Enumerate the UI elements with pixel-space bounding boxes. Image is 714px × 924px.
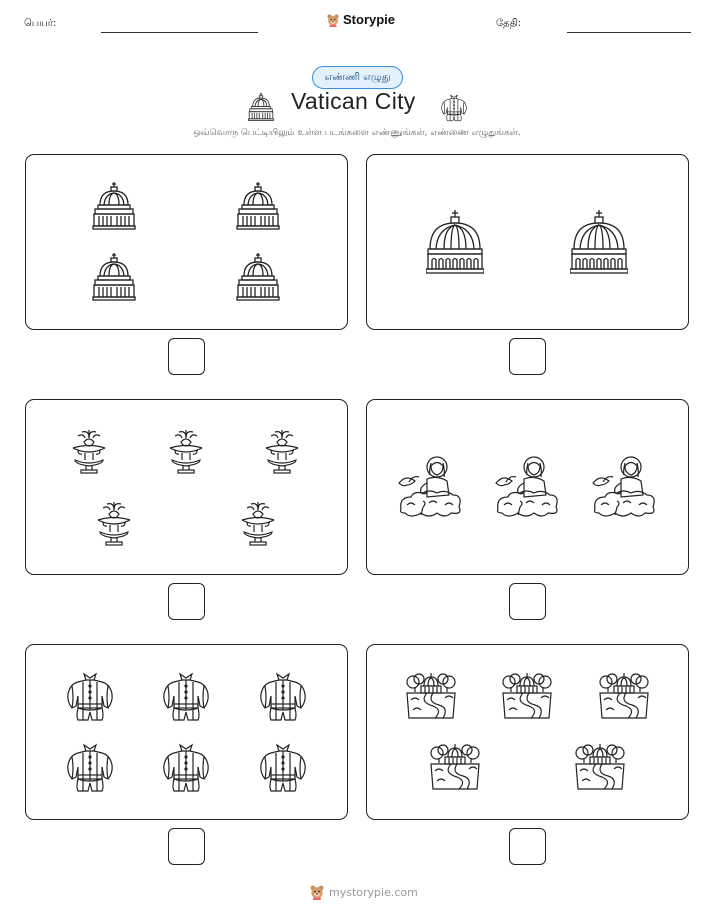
swiss-guard-uniform-icon [257, 741, 309, 795]
vatican-garden-icon [429, 743, 481, 791]
basilica-icon [236, 181, 280, 231]
basilica-icon [236, 252, 280, 302]
answer-box-2[interactable] [509, 338, 546, 375]
dome-icon [426, 209, 484, 275]
name-line[interactable] [101, 32, 258, 33]
dome-icon [570, 209, 628, 275]
fountain-icon [239, 500, 277, 546]
bear-icon [309, 884, 325, 900]
vatican-garden-icon [501, 672, 553, 720]
fountain-icon [263, 428, 301, 474]
count-panel-1 [25, 154, 348, 330]
angel-on-cloud-icon [591, 455, 657, 521]
name-label: பெயர்: [24, 18, 57, 29]
date-label: தேதி: [496, 18, 522, 29]
basilica-title-icon [248, 92, 274, 122]
swiss-guard-uniform-icon [64, 670, 116, 724]
answer-box-5[interactable] [168, 828, 205, 865]
footer-url[interactable]: mystorypie.com [329, 885, 418, 899]
swiss-guard-uniform-icon [64, 741, 116, 795]
swiss-guard-uniform-icon [257, 670, 309, 724]
swiss-guard-uniform-icon [160, 741, 212, 795]
vatican-garden-icon [598, 672, 650, 720]
brand-name: Storypie [343, 12, 396, 27]
swiss-guard-uniform-icon [160, 670, 212, 724]
swiss-guard-title-icon [439, 93, 469, 123]
basilica-icon [92, 252, 136, 302]
count-panel-2 [366, 154, 689, 330]
activity-badge: எண்ணி எழுது [312, 66, 403, 89]
answer-box-4[interactable] [509, 583, 546, 620]
vatican-garden-icon [574, 743, 626, 791]
fountain-icon [70, 428, 108, 474]
footer [309, 884, 418, 900]
instruction-text: ஒவ்வொரு பெட்டியிலும் உள்ள படங்களை எண்ணுங்கள், எண்ணை எழுதுங்கள். [193, 128, 521, 138]
fountain-icon [95, 500, 133, 546]
storypie-logo [326, 12, 395, 27]
angel-on-cloud-icon [494, 455, 560, 521]
count-panel-6 [366, 644, 689, 820]
fountain-icon [167, 428, 205, 474]
answer-box-3[interactable] [168, 583, 205, 620]
worksheet-title: Vatican City [291, 88, 416, 114]
angel-on-cloud-icon [397, 455, 463, 521]
bear-icon [326, 13, 340, 27]
answer-box-6[interactable] [509, 828, 546, 865]
basilica-icon [92, 181, 136, 231]
vatican-garden-icon [405, 672, 457, 720]
count-panel-3 [25, 399, 348, 575]
answer-box-1[interactable] [168, 338, 205, 375]
date-line[interactable] [567, 32, 691, 33]
